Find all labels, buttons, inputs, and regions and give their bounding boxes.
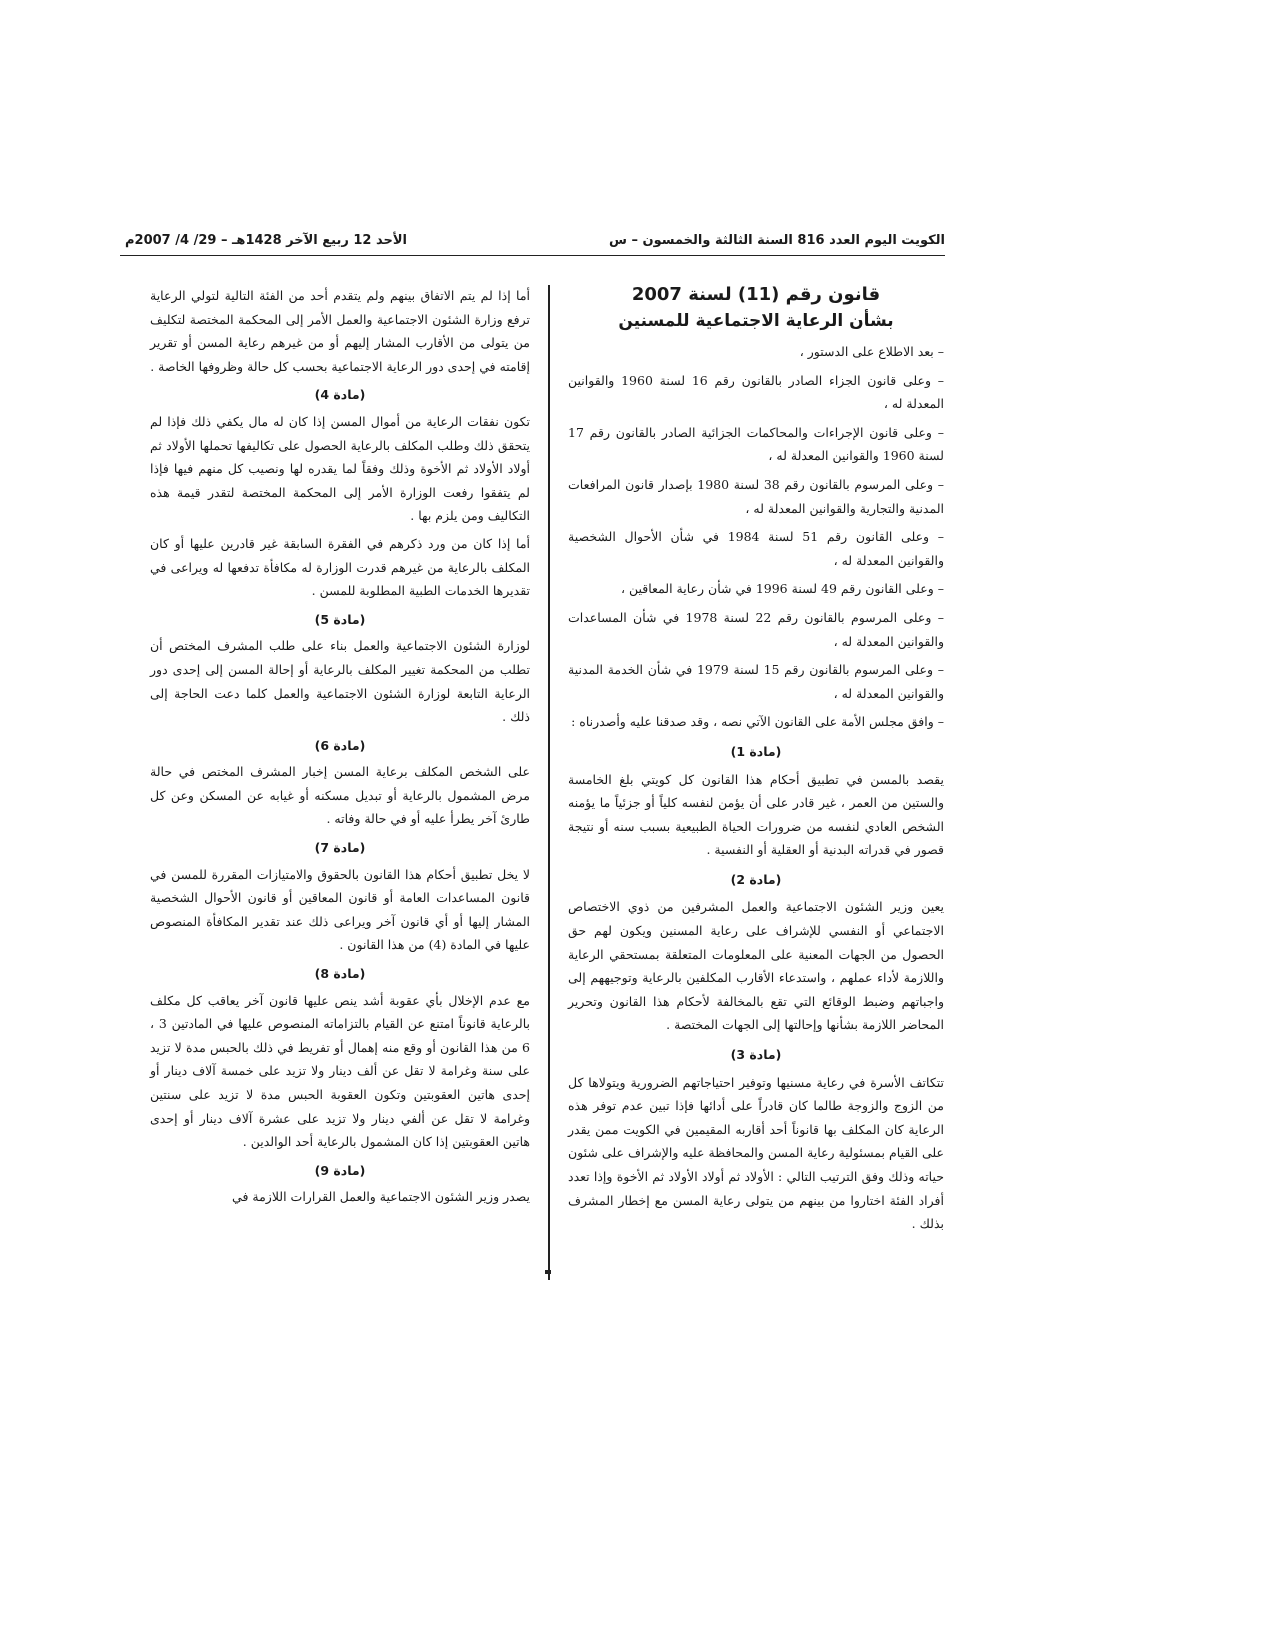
publication-issue: الكويت اليوم العدد 816 السنة الثالثة والخمسون – س bbox=[609, 233, 945, 248]
preamble-item: – وعلى قانون الجزاء الصادر بالقانون رقم 16 لسنة 1960 والقوانين المعدلة له ، bbox=[568, 372, 944, 412]
article-text: لا يخل تطبيق أحكام هذا القانون بالحقوق والامتيازات المقررة للمسن في قانون المساعدات العامة أو قانون المعاقين أو قانون الأحوال الشخصية المشار إليها أو أي قانون آخر ويراعى ذلك عند تقدير المكافأة المنصوص عليها في المادة (4) من هذا القانون . bbox=[150, 866, 530, 953]
preamble-item: – وعلى المرسوم بالقانون رقم 38 لسنة 1980 بإصدار قانون المرافعات المدنية والتجارية والقوانين المعدلة له ، bbox=[568, 476, 944, 516]
article-heading: (مادة 8) bbox=[314, 966, 366, 982]
article-heading: (مادة 9) bbox=[314, 1162, 366, 1178]
article-text: على الشخص المكلف برعاية المسن إخبار المشرف المختص في حالة مرض المشمول بالرعاية أو تبديل مسكنه أو غيابه عن المسكن وعن كل طارئ آخر يطرأ عليه أو في حالة وفاته . bbox=[150, 764, 530, 827]
article-heading: (مادة 1) bbox=[730, 743, 782, 759]
article-heading: (مادة 2) bbox=[730, 871, 782, 887]
preamble-item: – وعلى القانون رقم 49 لسنة 1996 في شأن رعاية المعاقين ، bbox=[620, 581, 944, 597]
article-text: يعين وزير الشئون الاجتماعية والعمل المشرفين من ذوي الاختصاص الاجتماعي أو النفسي للإشراف على رعاية المسنين ويكون لهم حق الحصول من الجهات المعنية على المعلومات المتعلقة بمستحقي الرعاية واللازمة لأداء عملهم ، واستدعاء الأقارب المكلفين بالرعاية وتوجيههم إلى واجباتهم وضبط الوقائع التي تقع بالمخالفة لأحكام هذا القانون وتحرير المحاضر اللازمة بشأنها وإحالتها إلى الجهات المختصة . bbox=[568, 899, 944, 1033]
article-text: يقصد بالمسن في تطبيق أحكام هذا القانون كل كويتي بلغ الخامسة والستين من العمر ، غير قادر على أن يؤمن لنفسه كلياً أو جزئياً ما يؤمنه الشخص العادي لنفسه من ضرورات الحياة الطبيعية بسبب سنه أو نتيجة قصور في قدراته البدنية أو العقلية أو النفسية . bbox=[568, 771, 944, 858]
preamble-item: – وعلى المرسوم بالقانون رقم 15 لسنة 1979 في شأن الخدمة المدنية والقوانين المعدلة له ، bbox=[568, 662, 944, 701]
column-divider-end bbox=[545, 1270, 551, 1274]
right-column bbox=[568, 282, 944, 1241]
article-heading: (مادة 5) bbox=[314, 611, 366, 627]
article-text: تكون نفقات الرعاية من أموال المسن إذا كان له مال يكفي ذلك فإذا لم يتحقق ذلك وطلب المكلف بالرعاية الحصول على تكاليفها تحملها الأولاد ثم أولاد الأولاد ثم الأخوة وذلك وفقاً لما يقدره لها ونصيب كل منهم فيها فإذا لم يتفقوا رفعت الوزارة الأمر إلى المحكمة المختصة لتقدر قيمة هذه التكاليف ومن يلزم بها . bbox=[150, 413, 530, 524]
article-heading: (مادة 3) bbox=[730, 1047, 782, 1063]
preamble-item: – بعد الاطلاع على الدستور ، bbox=[799, 344, 944, 359]
article-heading: (مادة 6) bbox=[314, 737, 366, 753]
continuation-paragraph: أما إذا لم يتم الاتفاق بينهم ولم يتقدم أحد من الفئة التالية لتولي الرعاية ترفع وزارة الشئون الاجتماعية والعمل الأمر إلى المحكمة المختصة لتكليف من يتولى من الأقارب المشار إليهم أو من غيرهم رعاية المسن أو تقرير إقامته في إحدى دور الرعاية الاجتماعية بحسب كل حالة وظروفها الخاصة . bbox=[150, 288, 530, 374]
law-subtitle: بشأن الرعاية الاجتماعية للمسنين bbox=[618, 311, 894, 331]
preamble-item: – وعلى قانون الإجراءات والمحاكمات الجزائية الصادر بالقانون رقم 17 لسنة 1960 والقوانين المعدلة له ، bbox=[568, 424, 944, 464]
law-title: قانون رقم (11) لسنة 2007 bbox=[631, 284, 881, 305]
article-text: تتكاتف الأسرة في رعاية مسنيها وتوفير احتياجاتهم الضرورية ويتولاها كل من الزوج والزوجة طالما كان قادراً على أدائها فإذا تبين عدم توفر هذه الرعاية كان المكلف بها قانوناً أحد أقاربه المقيمين في الكويت ممن يقدر على القيام بمسئولية رعاية المسن والمحافظة عليه والإشراف على شئون حياته وذلك وفق الترتيب التالي : الأولاد ثم أولاد الأولاد ثم الأخوة وإذا تعدد أفراد الفئة اختاروا من بينهم من يتولى رعاية المسن مع إخطار المشرف بذلك . bbox=[568, 1074, 944, 1232]
article-text: أما إذا كان من ورد ذكرهم في الفقرة السابقة غير قادرين عليها أو كان المكلف بالرعاية من غيرهم قدرت الوزارة له مكافأة تدفعها له ويراعى في تقديرها الخدمات الطبية المطلوبة للمسن . bbox=[150, 535, 530, 599]
article-text: لوزارة الشئون الاجتماعية والعمل بناء على طلب المشرف المختص أن تطلب من المحكمة تغيير المكلف بالرعاية أو إحالة المسن إلى إحدى دور الرعاية التابعة لوزارة الشئون الاجتماعية والعمل كلما دعت الحاجة إلى ذلك . bbox=[150, 638, 530, 725]
article-heading: (مادة 4) bbox=[314, 387, 366, 403]
article-text: يصدر وزير الشئون الاجتماعية والعمل القرارات اللازمة في bbox=[232, 1189, 530, 1205]
header-rule bbox=[120, 255, 945, 256]
preamble-item: – وعلى القانون رقم 51 لسنة 1984 في شأن الأحوال الشخصية والقوانين المعدلة له ، bbox=[568, 529, 944, 568]
preamble-item: – وافق مجلس الأمة على القانون الآتي نصه ، وقد صدقنا عليه وأصدرناه : bbox=[571, 714, 944, 730]
column-divider bbox=[548, 285, 550, 1280]
article-heading: (مادة 7) bbox=[314, 840, 366, 856]
running-header bbox=[125, 230, 945, 252]
left-column bbox=[150, 284, 530, 1213]
issue-date: الأحد 12 ربيع الآخر 1428هـ – 29/ 4/ 2007م bbox=[125, 233, 407, 248]
article-text: مع عدم الإخلال بأي عقوبة أشد ينص عليها قانون آخر يعاقب كل مكلف بالرعاية قانوناً امتنع عن القيام بالتزاماته المنصوص عليها في المادتين 3 ، 6 من هذا القانون أو وقع منه إهمال أو تفريط في ذلك بالحبس مدة لا تزيد على سنة وغرامة لا تقل عن ألف دينار ولا تزيد على خمسة آلاف دينار أو إحدى هاتين العقوبتين وتكون العقوبة الحبس مدة لا تزيد على سنتين وغرامة لا تقل عن ألفي دينار ولا تزيد على عشرة آلاف دينار أو إحدى هاتين العقوبتين إذا كان المشمول بالرعاية أحد الوالدين . bbox=[150, 992, 530, 1150]
preamble-item: – وعلى المرسوم بالقانون رقم 22 لسنة 1978 في شأن المساعدات والقوانين المعدلة له ، bbox=[568, 609, 944, 649]
